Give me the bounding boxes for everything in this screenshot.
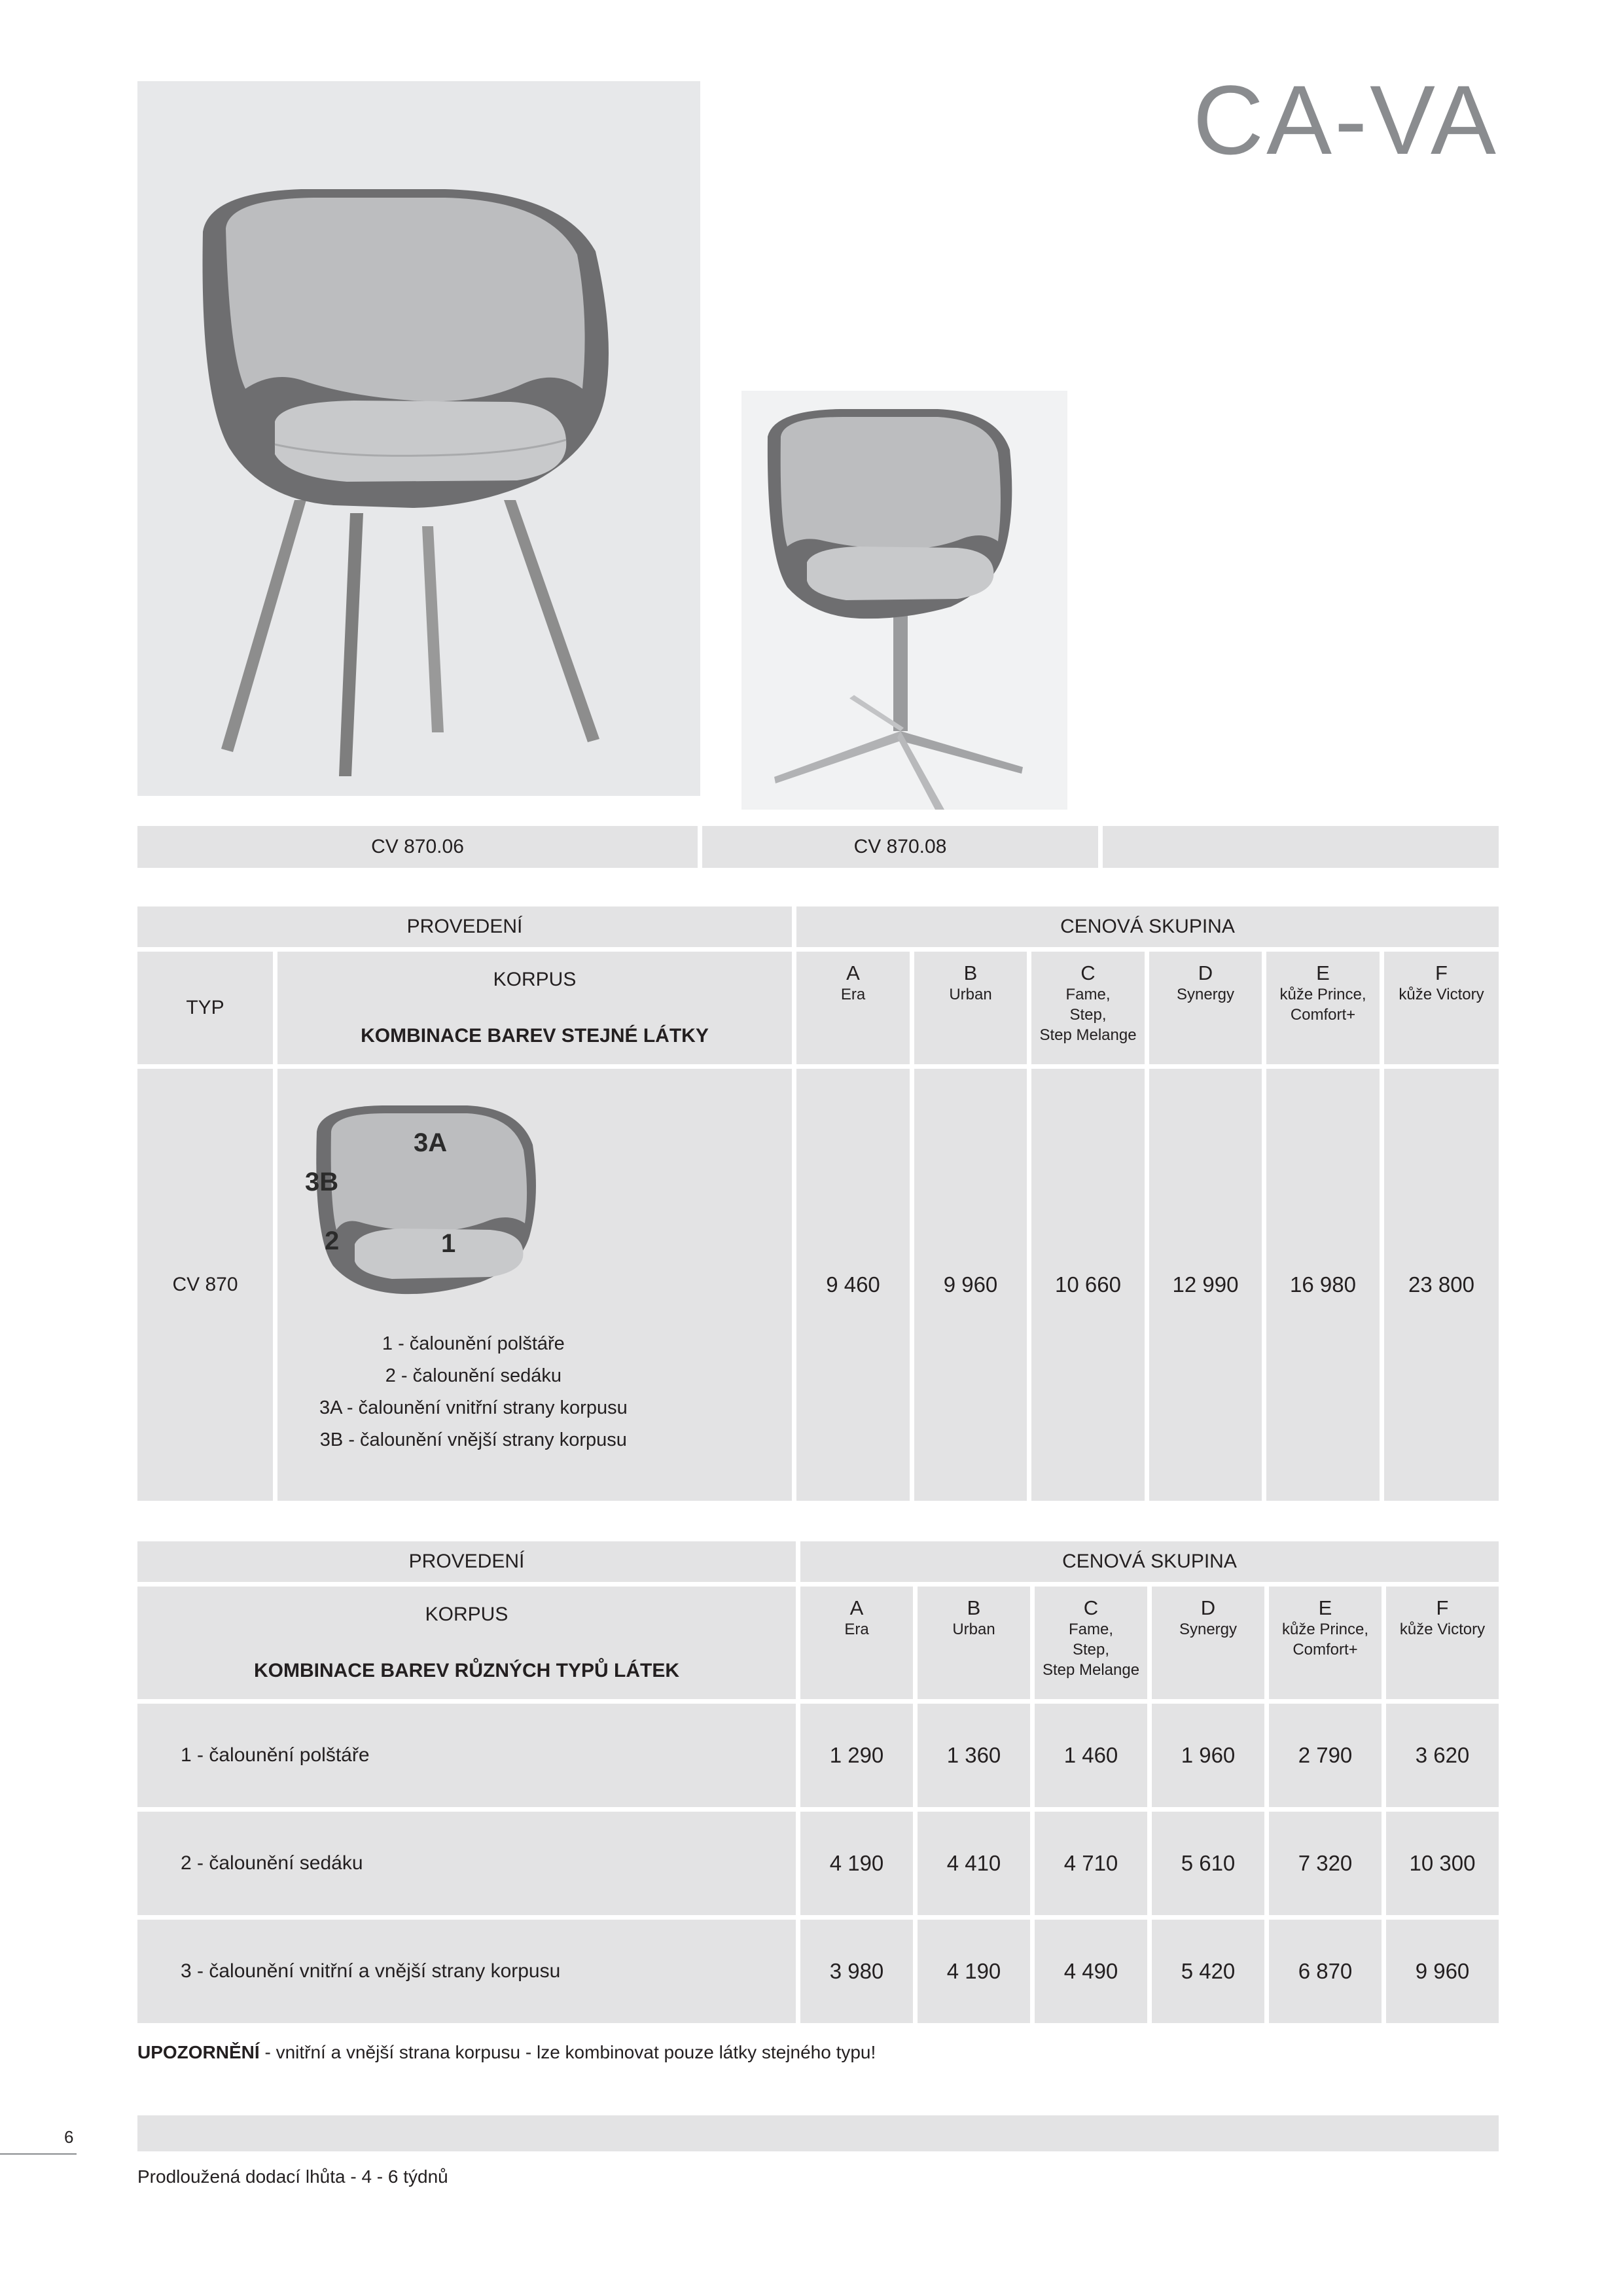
price-cell <box>1031 1069 1145 1501</box>
model-code-cell <box>1103 826 1499 868</box>
price-group-a <box>796 952 910 1064</box>
price-group-b <box>914 952 1027 1064</box>
header-label: PROVEDENÍ <box>408 1551 525 1572</box>
callout-3b: 3B <box>305 1168 339 1196</box>
price-group-name: Urban <box>949 986 992 1003</box>
price-value: 10 660 <box>1055 1272 1121 1297</box>
price-group-name: kůže Victory <box>1399 986 1484 1003</box>
price-value: 1 460 <box>1063 1743 1118 1767</box>
price-group-letter: D <box>1200 1596 1216 1619</box>
price-cell <box>800 1704 913 1807</box>
price-value: 4 490 <box>1063 1959 1118 1983</box>
callout-2: 2 <box>325 1227 340 1255</box>
price-group-name: Fame, Step, Step Melange <box>1042 1621 1140 1679</box>
price-value: 1 360 <box>946 1743 1001 1767</box>
price-cell <box>1269 1704 1382 1807</box>
warning-note <box>137 2042 876 2063</box>
col-korpus-sub: KOMBINACE BAREV STEJNÉ LÁTKY <box>361 1025 709 1047</box>
price-cell <box>1386 1812 1499 1915</box>
price-value: 16 980 <box>1290 1272 1356 1297</box>
footer-bar <box>137 2115 1499 2151</box>
table1-header-cenova-skupina <box>796 906 1499 947</box>
price-value: 4 710 <box>1063 1851 1118 1875</box>
price-cell <box>1035 1704 1147 1807</box>
model-code: CV 870.06 <box>371 836 464 857</box>
row-label: 1 - čalounění polštáře <box>181 1744 370 1766</box>
table-row-label <box>137 1704 796 1807</box>
row-label: 3 - čalounění vnitřní a vnější strany korpusu <box>181 1960 561 1982</box>
col-korpus-sub: KOMBINACE BAREV RŮZNÝCH TYPŮ LÁTEK <box>253 1660 679 1681</box>
price-group-letter: F <box>1436 1596 1449 1619</box>
price-group-name: Urban <box>952 1621 995 1638</box>
price-group-name: kůže Victory <box>1399 1621 1486 1638</box>
price-cell <box>1152 1920 1264 2023</box>
chair-swivel-base-drawing <box>741 391 1067 810</box>
price-group-letter: C <box>1080 961 1096 984</box>
table2-col-korpus <box>137 1587 796 1699</box>
price-group-d <box>1152 1587 1264 1699</box>
price-cell <box>918 1920 1030 2023</box>
price-group-letter: A <box>849 1596 864 1619</box>
price-cell <box>1386 1920 1499 2023</box>
row-label: 2 - čalounění sedáku <box>181 1852 363 1874</box>
model-code: CV 870.08 <box>853 836 947 857</box>
price-value: 1 960 <box>1181 1743 1236 1767</box>
header-label: CENOVÁ SKUPINA <box>1060 916 1235 937</box>
price-group-name: Era <box>844 1621 869 1638</box>
chair-wooden-legs-photo <box>137 81 700 796</box>
col-typ-label: TYP <box>186 997 224 1018</box>
legend-item: 1 - čalounění polštáře <box>382 1333 565 1354</box>
price-group-c <box>1035 1587 1147 1699</box>
warning-text: - vnitřní a vnější strana korpusu - lze kombinovat pouze látky stejného typu! <box>259 2042 876 2062</box>
price-cell <box>1269 1920 1382 2023</box>
price-group-c <box>1031 952 1145 1064</box>
chair-wooden-legs-drawing <box>137 81 700 796</box>
type-code: CV 870 <box>172 1274 238 1295</box>
price-cell <box>918 1812 1030 1915</box>
price-group-name: Era <box>840 986 866 1003</box>
table-row-label <box>137 1812 796 1915</box>
price-value: 3 980 <box>829 1959 884 1983</box>
legend-item: 2 - čalounění sedáku <box>385 1365 562 1386</box>
upholstery-diagram <box>304 1092 579 1315</box>
price-cell <box>1384 1069 1499 1501</box>
warning-label: UPOZORNĚNÍ <box>137 2042 260 2062</box>
price-group-letter: E <box>1316 961 1330 984</box>
delivery-note: Prodloužená dodací lhůta - 4 - 6 týdnů <box>137 2166 448 2187</box>
price-cell <box>914 1069 1027 1501</box>
price-value: 2 790 <box>1298 1743 1353 1767</box>
price-value: 4 190 <box>829 1851 884 1875</box>
price-cell <box>1149 1069 1262 1501</box>
model-code-cell <box>702 826 1098 868</box>
page-number-rule <box>0 2153 77 2155</box>
price-cell <box>796 1069 910 1501</box>
price-group-e <box>1266 952 1380 1064</box>
price-cell <box>1269 1812 1382 1915</box>
price-value: 5 610 <box>1181 1851 1236 1875</box>
price-value: 3 620 <box>1415 1743 1470 1767</box>
price-group-letter: E <box>1318 1596 1332 1619</box>
korpus-diagram-cell <box>277 1069 792 1501</box>
price-cell <box>1386 1704 1499 1807</box>
price-value: 7 320 <box>1298 1851 1353 1875</box>
price-group-letter: D <box>1198 961 1213 984</box>
price-group-name: Synergy <box>1176 986 1235 1003</box>
model-code-cell <box>137 826 698 868</box>
price-group-d <box>1149 952 1262 1064</box>
price-cell <box>918 1704 1030 1807</box>
price-cell <box>1035 1812 1147 1915</box>
table2-header-cenova-skupina <box>800 1541 1499 1582</box>
price-value: 9 960 <box>1415 1959 1470 1983</box>
table1-col-typ <box>137 952 273 1064</box>
table1-header-provedeni <box>137 906 792 947</box>
col-korpus-label: KORPUS <box>493 969 577 990</box>
price-value: 5 420 <box>1181 1959 1236 1983</box>
page-number: 6 <box>64 2127 74 2147</box>
price-cell <box>800 1920 913 2023</box>
brand-title: CA-VA <box>1192 65 1499 175</box>
price-value: 23 800 <box>1408 1272 1474 1297</box>
callout-1: 1 <box>441 1229 456 1258</box>
price-value: 12 990 <box>1172 1272 1239 1297</box>
price-cell <box>1035 1920 1147 2023</box>
col-korpus-label: KORPUS <box>425 1604 508 1625</box>
price-group-f <box>1384 952 1499 1064</box>
price-group-name: Synergy <box>1179 1621 1238 1638</box>
chair-swivel-base-photo <box>741 391 1067 810</box>
callout-3a: 3A <box>414 1128 448 1157</box>
price-group-b <box>918 1587 1030 1699</box>
price-group-name: Fame, Step, Step Melange <box>1039 986 1137 1044</box>
price-value: 6 870 <box>1298 1959 1353 1983</box>
price-value: 4 190 <box>946 1959 1001 1983</box>
price-group-name: kůže Prince, Comfort+ <box>1281 1621 1369 1659</box>
legend-item: 3A - čalounění vnitřní strany korpusu <box>319 1397 628 1418</box>
price-group-letter: B <box>963 961 978 984</box>
price-group-letter: B <box>967 1596 981 1619</box>
price-group-letter: F <box>1435 961 1448 984</box>
price-cell <box>1152 1812 1264 1915</box>
price-cell <box>1152 1704 1264 1807</box>
price-cell <box>1266 1069 1380 1501</box>
table2-header-provedeni <box>137 1541 796 1582</box>
price-value: 9 960 <box>943 1272 998 1297</box>
price-group-letter: A <box>846 961 860 984</box>
price-group-a <box>800 1587 913 1699</box>
type-code-cell <box>137 1069 273 1501</box>
header-label: PROVEDENÍ <box>406 916 523 937</box>
price-value: 4 410 <box>946 1851 1001 1875</box>
price-group-name: kůže Prince, Comfort+ <box>1279 986 1366 1024</box>
table1-col-korpus <box>277 952 792 1064</box>
price-group-letter: C <box>1083 1596 1099 1619</box>
price-group-f <box>1386 1587 1499 1699</box>
legend-item: 3B - čalounění vnější strany korpusu <box>319 1429 627 1450</box>
price-value: 1 290 <box>829 1743 884 1767</box>
price-cell <box>800 1812 913 1915</box>
header-label: CENOVÁ SKUPINA <box>1062 1551 1237 1572</box>
price-value: 10 300 <box>1409 1851 1476 1875</box>
upholstery-legend <box>319 1328 628 1456</box>
table-row-label <box>137 1920 796 2023</box>
price-value: 9 460 <box>826 1272 880 1297</box>
price-group-e <box>1269 1587 1382 1699</box>
